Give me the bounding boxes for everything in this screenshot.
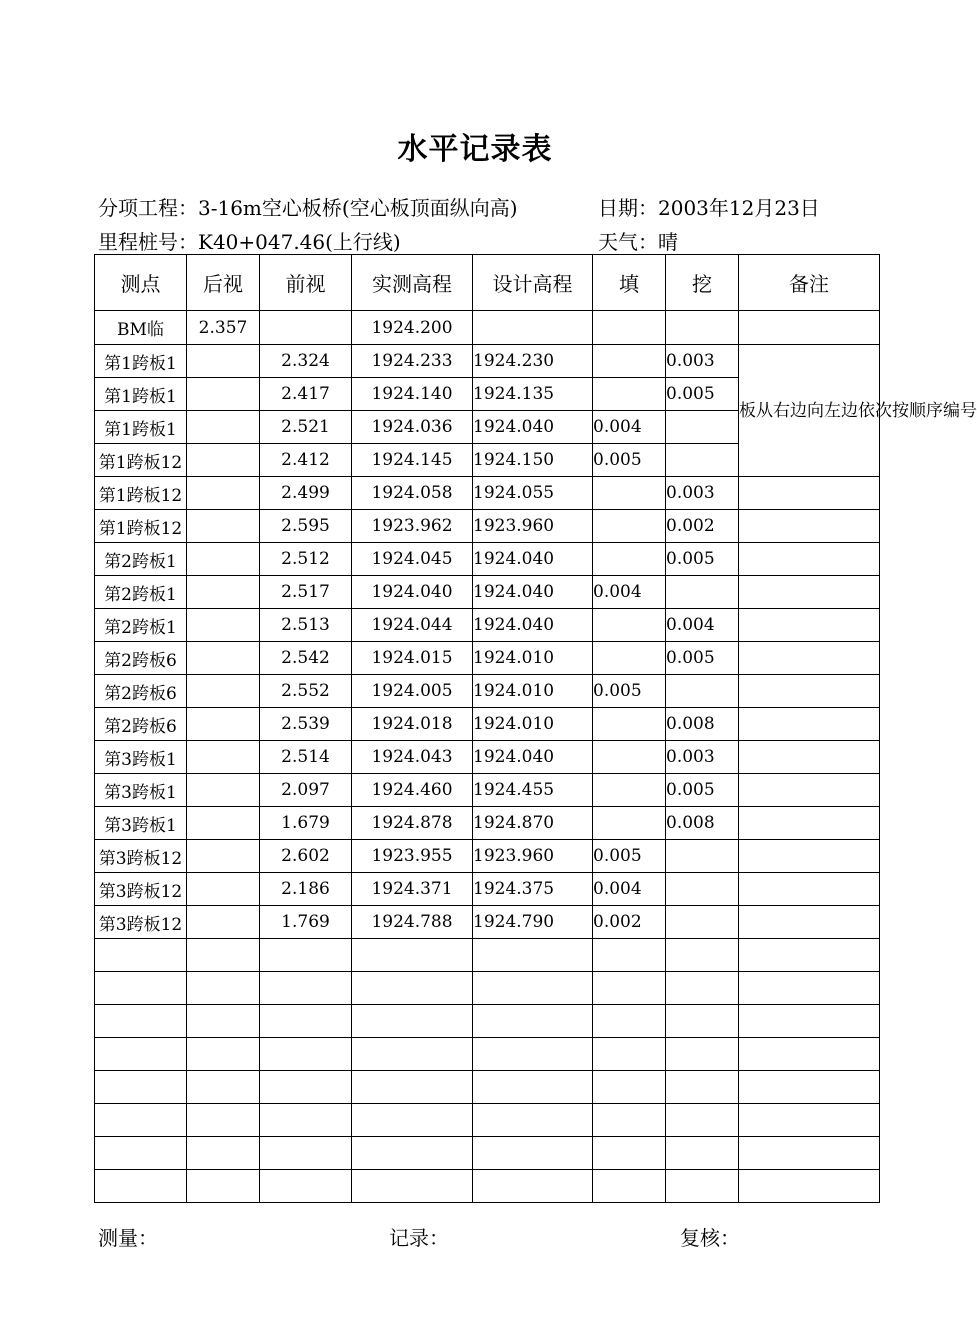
table-cell — [352, 1170, 473, 1203]
table-cell — [187, 939, 260, 972]
table-cell — [187, 741, 260, 774]
project-label: 分项工程：3-16m空心板桥(空心板顶面纵向高) — [98, 196, 518, 220]
table-row — [95, 840, 880, 873]
table-row — [95, 576, 880, 609]
table-cell — [95, 1170, 187, 1203]
table-cell — [666, 972, 739, 1005]
table-cell: 第3跨板1 — [95, 774, 187, 807]
table-cell — [352, 972, 473, 1005]
table-cell — [187, 609, 260, 642]
table-cell: 第1跨板12 — [95, 444, 187, 477]
table-cell: 0.004 — [666, 609, 739, 642]
table-cell — [260, 1005, 352, 1038]
table-cell: 2.513 — [260, 609, 352, 642]
table-cell — [593, 774, 666, 807]
table-cell: 第1跨板1 — [95, 411, 187, 444]
table-row — [95, 642, 880, 675]
table-cell — [593, 311, 666, 345]
empty-table-row — [95, 972, 880, 1005]
table-cell — [593, 1071, 666, 1104]
table-cell — [593, 1170, 666, 1203]
table-cell — [739, 1170, 880, 1203]
table-cell — [593, 1005, 666, 1038]
table-cell — [739, 840, 880, 873]
table-cell: 1924.375 — [473, 873, 593, 906]
table-cell: 1.679 — [260, 807, 352, 840]
table-cell — [593, 939, 666, 972]
table-cell: 第2跨板6 — [95, 708, 187, 741]
table-cell — [739, 939, 880, 972]
table-cell: 0.005 — [666, 378, 739, 411]
table-cell — [187, 1170, 260, 1203]
table-row — [95, 675, 880, 708]
table-cell — [260, 311, 352, 345]
table-cell: 1924.040 — [473, 741, 593, 774]
table-cell — [95, 1104, 187, 1137]
empty-table-row — [95, 1038, 880, 1071]
table-cell — [593, 807, 666, 840]
table-cell: 1923.962 — [352, 510, 473, 543]
table-cell — [260, 1038, 352, 1071]
table-cell — [666, 311, 739, 345]
table-cell — [593, 477, 666, 510]
table-cell — [666, 1104, 739, 1137]
table-cell: 2.324 — [260, 345, 352, 378]
table-cell — [739, 1005, 880, 1038]
table-cell: 1924.230 — [473, 345, 593, 378]
table-cell: 0.005 — [593, 675, 666, 708]
table-cell — [666, 411, 739, 444]
table-row — [95, 311, 880, 345]
remark-note: 板从右边向左边依次按顺序编号 — [739, 345, 880, 477]
date-label: 日期：2003年12月23日 — [598, 196, 820, 220]
table-cell — [739, 906, 880, 939]
table-cell — [739, 774, 880, 807]
table-cell: 2.512 — [260, 543, 352, 576]
table-cell: 第2跨板6 — [95, 675, 187, 708]
table-cell: 0.003 — [666, 741, 739, 774]
table-cell — [352, 939, 473, 972]
table-cell — [473, 972, 593, 1005]
table-cell: BM临 — [95, 311, 187, 345]
table-cell — [187, 1071, 260, 1104]
table-cell — [739, 972, 880, 1005]
table-cell — [352, 1005, 473, 1038]
table-cell: 1924.878 — [352, 807, 473, 840]
table-row — [95, 741, 880, 774]
measure-signature-label: 测量： — [98, 1226, 158, 1250]
table-row — [95, 510, 880, 543]
table-cell — [187, 873, 260, 906]
table-cell — [593, 972, 666, 1005]
table-cell — [473, 311, 593, 345]
table-cell: 2.417 — [260, 378, 352, 411]
table-cell — [473, 1137, 593, 1170]
table-cell: 1924.010 — [473, 675, 593, 708]
table-cell — [739, 510, 880, 543]
table-cell — [473, 1071, 593, 1104]
table-cell — [187, 774, 260, 807]
table-cell — [739, 311, 880, 345]
empty-table-row — [95, 1137, 880, 1170]
table-cell — [352, 1104, 473, 1137]
table-body — [95, 255, 977, 1203]
table-cell — [352, 1137, 473, 1170]
table-cell: 0.003 — [666, 345, 739, 378]
table-cell: 1.769 — [260, 906, 352, 939]
column-header: 测点 — [95, 255, 187, 311]
table-cell: 1924.010 — [473, 708, 593, 741]
table-cell — [187, 1137, 260, 1170]
table-cell — [95, 972, 187, 1005]
table-cell — [739, 576, 880, 609]
table-cell — [739, 609, 880, 642]
table-cell — [187, 378, 260, 411]
table-cell: 2.552 — [260, 675, 352, 708]
table-cell: 1923.960 — [473, 840, 593, 873]
table-cell — [187, 444, 260, 477]
table-cell: 0.005 — [666, 642, 739, 675]
table-cell — [739, 543, 880, 576]
column-header: 设计高程 — [473, 255, 593, 311]
table-cell — [187, 576, 260, 609]
table-cell: 2.539 — [260, 708, 352, 741]
table-cell — [739, 708, 880, 741]
table-cell — [666, 576, 739, 609]
table-cell — [666, 675, 739, 708]
table-cell — [260, 1137, 352, 1170]
table-cell: 1924.015 — [352, 642, 473, 675]
table-row — [95, 906, 880, 939]
column-header: 备注 — [739, 255, 880, 311]
table-cell: 1924.233 — [352, 345, 473, 378]
table-cell — [593, 378, 666, 411]
table-row — [95, 774, 880, 807]
table-row — [95, 807, 880, 840]
table-cell: 1924.058 — [352, 477, 473, 510]
table-cell: 第3跨板12 — [95, 906, 187, 939]
table-cell: 0.005 — [666, 774, 739, 807]
table-cell: 1924.040 — [473, 543, 593, 576]
empty-table-row — [95, 1071, 880, 1104]
record-signature-label: 记录： — [389, 1226, 449, 1250]
table-cell: 第2跨板6 — [95, 642, 187, 675]
table-cell — [187, 1104, 260, 1137]
table-cell: 0.005 — [593, 840, 666, 873]
table-cell — [593, 708, 666, 741]
table-cell — [666, 1071, 739, 1104]
table-cell: 1924.460 — [352, 774, 473, 807]
table-cell — [593, 345, 666, 378]
table-cell: 0.004 — [593, 411, 666, 444]
table-cell — [187, 477, 260, 510]
table-cell: 2.602 — [260, 840, 352, 873]
table-cell: 1924.045 — [352, 543, 473, 576]
table-cell: 第1跨板1 — [95, 378, 187, 411]
table-cell — [187, 675, 260, 708]
table-cell: 1924.040 — [352, 576, 473, 609]
table-cell: 1924.005 — [352, 675, 473, 708]
table-cell — [473, 1104, 593, 1137]
table-cell: 第1跨板12 — [95, 510, 187, 543]
table-cell — [187, 1005, 260, 1038]
empty-table-row — [95, 1005, 880, 1038]
table-cell — [260, 1170, 352, 1203]
table-cell — [739, 873, 880, 906]
table-row — [95, 873, 880, 906]
table-cell: 2.499 — [260, 477, 352, 510]
table-cell — [187, 807, 260, 840]
table-cell: 1924.200 — [352, 311, 473, 345]
table-row — [95, 477, 880, 510]
empty-table-row — [95, 1170, 880, 1203]
table-cell: 2.542 — [260, 642, 352, 675]
review-signature-label: 复核： — [680, 1226, 740, 1250]
table-cell: 0.002 — [593, 906, 666, 939]
table-cell — [187, 642, 260, 675]
table-cell: 1924.043 — [352, 741, 473, 774]
table-cell: 2.412 — [260, 444, 352, 477]
column-header: 填 — [593, 255, 666, 311]
table-cell — [739, 741, 880, 774]
table-cell: 第2跨板1 — [95, 543, 187, 576]
table-row — [95, 543, 880, 576]
table-cell: 1924.044 — [352, 609, 473, 642]
table-cell — [95, 939, 187, 972]
table-cell: 0.005 — [666, 543, 739, 576]
table-cell — [260, 939, 352, 972]
table-cell — [260, 1071, 352, 1104]
table-cell: 1923.960 — [473, 510, 593, 543]
table-cell — [352, 1071, 473, 1104]
table-cell — [666, 1170, 739, 1203]
table-cell: 2.521 — [260, 411, 352, 444]
table-cell — [473, 1038, 593, 1071]
table-cell: 第3跨板12 — [95, 873, 187, 906]
table-cell — [187, 345, 260, 378]
page-title: 水平记录表 — [397, 132, 553, 167]
table-cell: 1924.455 — [473, 774, 593, 807]
table-cell — [739, 1071, 880, 1104]
table-cell: 第1跨板1 — [95, 345, 187, 378]
table-cell — [260, 972, 352, 1005]
table-cell — [187, 906, 260, 939]
table-cell: 0.005 — [593, 444, 666, 477]
table-cell — [666, 906, 739, 939]
table-cell: 0.008 — [666, 807, 739, 840]
table-cell: 第3跨板12 — [95, 840, 187, 873]
table-cell — [593, 1038, 666, 1071]
table-cell — [187, 708, 260, 741]
table-cell — [593, 543, 666, 576]
column-header: 前视 — [260, 255, 352, 311]
table-cell — [95, 1038, 187, 1071]
table-cell — [187, 1038, 260, 1071]
column-header: 挖 — [666, 255, 739, 311]
table-cell: 1924.140 — [352, 378, 473, 411]
table-cell: 2.357 — [187, 311, 260, 345]
table-cell: 第2跨板1 — [95, 609, 187, 642]
table-cell — [187, 543, 260, 576]
table-cell: 第2跨板1 — [95, 576, 187, 609]
empty-table-row — [95, 939, 880, 972]
table-cell: 1924.790 — [473, 906, 593, 939]
table-cell: 2.186 — [260, 873, 352, 906]
level-record-table — [94, 254, 977, 1203]
table-cell: 2.595 — [260, 510, 352, 543]
table-cell — [187, 411, 260, 444]
table-cell: 1924.040 — [473, 411, 593, 444]
table-cell — [593, 642, 666, 675]
column-header: 后视 — [187, 255, 260, 311]
table-cell — [593, 609, 666, 642]
table-cell — [666, 1038, 739, 1071]
table-cell — [593, 1104, 666, 1137]
table-cell: 0.004 — [593, 576, 666, 609]
table-cell: 2.514 — [260, 741, 352, 774]
table-cell — [352, 1038, 473, 1071]
table-row — [95, 708, 880, 741]
station-label: 里程桩号：K40+047.46(上行线) — [98, 230, 401, 254]
table-cell — [739, 675, 880, 708]
table-cell — [666, 1005, 739, 1038]
table-cell — [739, 1137, 880, 1170]
table-cell — [593, 741, 666, 774]
table-cell — [187, 510, 260, 543]
table-cell — [95, 1071, 187, 1104]
table-cell: 0.003 — [666, 477, 739, 510]
table-cell — [593, 510, 666, 543]
table-cell — [666, 840, 739, 873]
table-cell: 1924.018 — [352, 708, 473, 741]
table-cell: 第3跨板1 — [95, 741, 187, 774]
table-header-row — [95, 255, 880, 311]
table-cell: 2.097 — [260, 774, 352, 807]
table-cell — [666, 939, 739, 972]
table-cell — [739, 642, 880, 675]
table-cell — [187, 972, 260, 1005]
table-cell — [473, 1170, 593, 1203]
table-cell — [593, 1137, 666, 1170]
table-cell — [95, 1005, 187, 1038]
table-cell: 1924.150 — [473, 444, 593, 477]
table-cell: 1924.055 — [473, 477, 593, 510]
table-cell: 1924.145 — [352, 444, 473, 477]
table-cell — [666, 1137, 739, 1170]
table-cell: 1924.870 — [473, 807, 593, 840]
table-cell — [473, 1005, 593, 1038]
table-cell — [739, 1038, 880, 1071]
table-cell: 1924.010 — [473, 642, 593, 675]
table-cell — [260, 1104, 352, 1137]
column-header: 实测高程 — [352, 255, 473, 311]
table-row — [95, 609, 880, 642]
table-cell — [95, 1137, 187, 1170]
table-cell: 第1跨板12 — [95, 477, 187, 510]
weather-label: 天气：晴 — [598, 230, 678, 254]
table-cell: 1924.040 — [473, 576, 593, 609]
table-cell: 2.517 — [260, 576, 352, 609]
table-cell: 0.002 — [666, 510, 739, 543]
table-cell: 1924.371 — [352, 873, 473, 906]
table-cell — [666, 444, 739, 477]
table-cell — [187, 840, 260, 873]
table-cell — [739, 477, 880, 510]
table-cell — [473, 939, 593, 972]
table-cell: 1924.036 — [352, 411, 473, 444]
table-cell: 1924.040 — [473, 609, 593, 642]
table-cell: 1924.135 — [473, 378, 593, 411]
empty-table-row — [95, 1104, 880, 1137]
table-cell — [739, 1104, 880, 1137]
table-cell — [739, 807, 880, 840]
table-row — [95, 345, 880, 378]
table-cell: 1924.788 — [352, 906, 473, 939]
table-cell: 0.004 — [593, 873, 666, 906]
table-cell — [666, 873, 739, 906]
table-cell: 第3跨板1 — [95, 807, 187, 840]
table-cell: 1923.955 — [352, 840, 473, 873]
table-cell: 0.008 — [666, 708, 739, 741]
